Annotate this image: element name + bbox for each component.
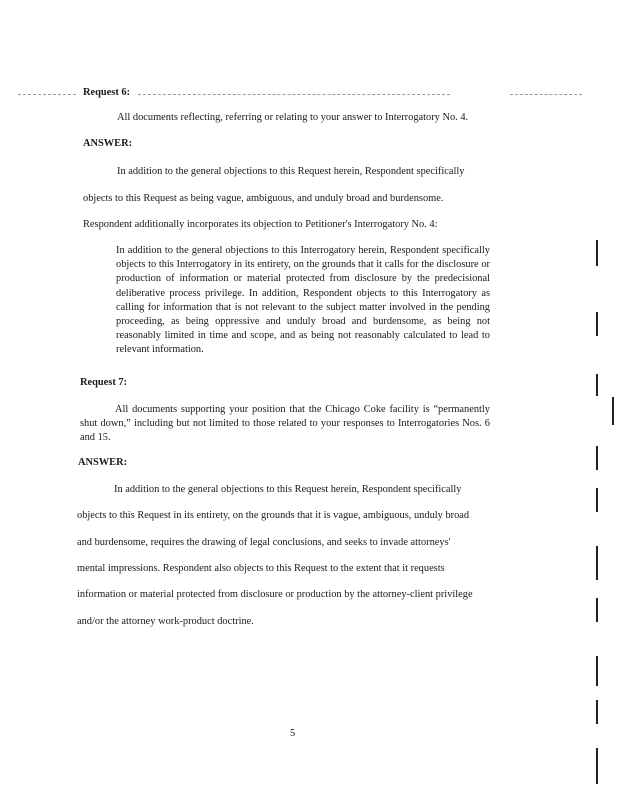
margin-change-bar <box>596 700 598 724</box>
answer-7-heading: ANSWER: <box>78 457 128 468</box>
answer-6-heading: ANSWER: <box>83 138 133 149</box>
margin-change-bar <box>596 446 598 470</box>
margin-change-bar <box>596 546 598 580</box>
margin-change-bar <box>596 598 598 622</box>
request-6-heading: Request 6: <box>83 87 131 98</box>
margin-change-bar <box>596 374 598 396</box>
request-6-text: All documents reflecting, referring or relating to your answer to Interrogatory No. 4. <box>117 112 469 123</box>
margin-change-bar <box>596 748 598 784</box>
answer-6-quoted-objection: In addition to the general objections to this Interrogatory herein, Respondent specifically objects to this Interrogatory in its entirety, on the grounds that it calls for the disclosure or production of information or material protected from disclosure by the predecisional deliberative process privilege. In addition, Respondent objects to this Interrogatory as calling for information that is not relevant to the subject matter involved in the pending proceeding, as being oppressive and unduly broad and burdensome, as being not reasonably limited in time and scope, and as being not reasonably calculated to lead to relevant information. <box>116 245 490 356</box>
answer-6-line-2: objects to this Request as being vague, ambiguous, and unduly broad and burdensome. <box>83 193 444 204</box>
margin-change-bar <box>596 656 598 686</box>
margin-change-bar <box>612 397 614 425</box>
request-7-text: All documents supporting your position that the Chicago Coke facility is “permanently shut down,” including but not limited to those related to your responses to Interrogatories Nos. 6 and 15. <box>80 404 490 444</box>
scan-artifact-dashes-right <box>510 94 582 95</box>
request-7-heading: Request 7: <box>80 377 128 388</box>
margin-change-bar <box>596 312 598 336</box>
answer-7-line-5: information or material protected from disclosure or production by the attorney-client privilege <box>77 589 473 600</box>
answer-7-line-3: and burdensome, requires the drawing of legal conclusions, and seeks to invade attorneys' <box>77 537 451 548</box>
answer-7-line-4: mental impressions. Respondent also objects to this Request to the extent that it requests <box>77 563 445 574</box>
answer-7-line-2: objects to this Request in its entirety, on the grounds that it is vague, ambiguous, unduly broad <box>77 510 470 521</box>
answer-6-line-3: Respondent additionally incorporates its objection to Petitioner's Interrogatory No. 4: <box>83 219 438 230</box>
margin-change-bar <box>596 488 598 512</box>
answer-7-line-1: In addition to the general objections to this Request herein, Respondent specifically <box>114 484 462 495</box>
answer-6-line-1: In addition to the general objections to this Request herein, Respondent specifically <box>117 166 465 177</box>
scan-artifact-dashes-left <box>18 94 76 95</box>
answer-7-line-6: and/or the attorney work-product doctrine. <box>77 616 254 627</box>
margin-change-bar <box>596 240 598 266</box>
scan-artifact-dashes-middle <box>138 94 450 95</box>
page-number: 5 <box>290 728 296 739</box>
